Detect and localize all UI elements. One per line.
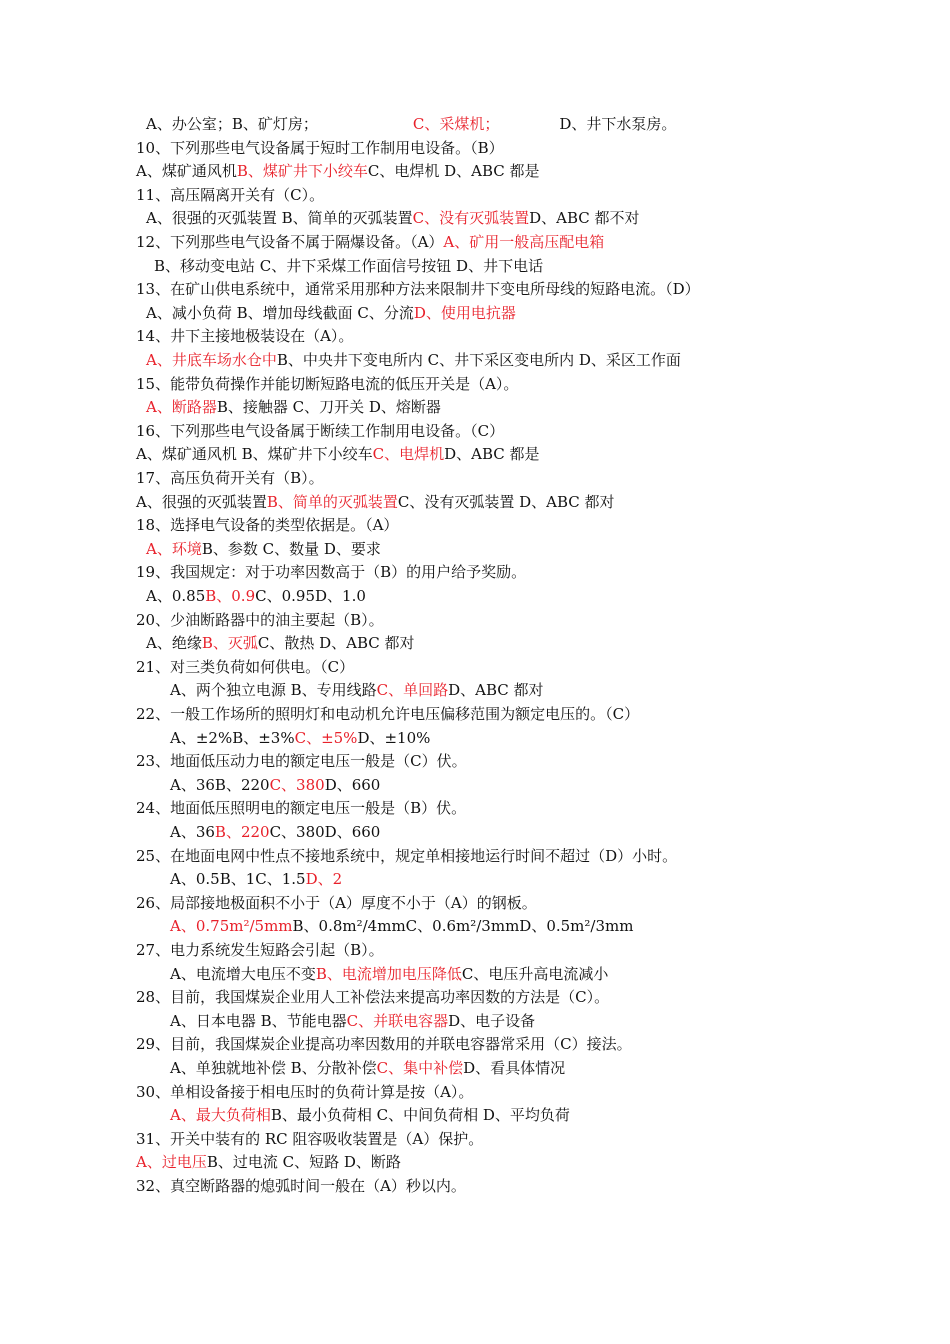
text-line [136, 326, 353, 346]
answer-highlight: A、环境 [146, 539, 202, 558]
text-segment: 17、高压负荷开关有（B）。 [136, 469, 324, 487]
text-segment: 28、目前，我国煤炭企业用人工补偿法来提高功率因数的方法是（C）。 [136, 988, 610, 1007]
text-segment: B、移动变电站 C、井下采煤工作面信号按钮 D、井下电话 [154, 256, 544, 275]
text-line [136, 1129, 483, 1149]
text-segment: 21、对三类负荷如何供电。（C） [136, 657, 355, 676]
text-line [136, 232, 604, 252]
text-segment: A、很强的灭弧装置 [136, 492, 267, 511]
answer-highlight: C、并联电容器 [346, 1011, 449, 1030]
answer-highlight: B、简单的灭弧装置 [266, 492, 398, 511]
text-line [170, 728, 430, 748]
text-line [136, 704, 639, 724]
text-line [136, 161, 540, 181]
text-segment: 24、地面低压照明电的额定电压一般是（B）伏。 [136, 799, 467, 818]
text-line [136, 1152, 401, 1172]
text-line [136, 562, 526, 582]
answer-highlight: A、最大负荷相 [170, 1106, 271, 1125]
text-segment: C、散热 D、ABC 都对 [257, 634, 415, 653]
text-segment: D、看具体情况 [463, 1059, 566, 1077]
text-segment: A、减小负荷 B、增加母线截面 C、分流 [146, 303, 414, 322]
text-segment: B、中央井下变电所内 C、井下采区变电所内 D、采区工作面 [276, 351, 681, 369]
text-segment: A、绝缘 [146, 634, 202, 653]
text-segment: 19、我国规定：对于功率因数高于（B）的用户给予奖励。 [136, 563, 527, 582]
text-segment: 11、高压隔离开关有（C）。 [136, 185, 325, 204]
text-line [146, 350, 681, 370]
text-line [170, 1058, 565, 1078]
text-line [154, 256, 543, 276]
text-line [136, 515, 398, 535]
text-segment: 15、能带负荷操作并能切断短路电流的低压开关是（A）。 [136, 374, 519, 393]
text-segment: D、ABC 都是 [444, 445, 540, 464]
text-line [136, 940, 384, 960]
answer-highlight: B、电流增加电压降低 [315, 964, 462, 983]
answer-highlight: C、采煤机； [412, 115, 500, 133]
answer-highlight: A、矿用一般高压配电箱 [443, 233, 605, 251]
text-segment: A、日本电器 B、节能电器 [170, 1011, 347, 1030]
answer-highlight: C、集中补偿 [376, 1059, 464, 1077]
answer-highlight: B、煤矿井下小绞车 [236, 162, 368, 181]
text-segment: A、煤矿通风机 [136, 162, 237, 181]
text-segment: 23、地面低压动力电的额定电压一般是（C）伏。 [136, 752, 467, 771]
text-line [136, 468, 324, 488]
text-segment: 12、下列那些电气设备不属于隔爆设备。（A） [136, 233, 444, 251]
answer-highlight: A、井底车场水仓中 [146, 351, 277, 369]
text-line [136, 751, 467, 771]
text-segment: D、660 [324, 775, 381, 794]
text-segment: 32、真空断路器的熄弧时间一般在（A）秒以内。 [136, 1177, 466, 1195]
text-line [146, 586, 366, 606]
text-line [170, 1011, 535, 1031]
text-line [136, 893, 537, 913]
text-line [136, 1082, 473, 1102]
text-line [146, 539, 381, 559]
text-line [136, 987, 609, 1007]
text-segment: 10、下列那些电气设备属于短时工作制用电设备。（B） [136, 138, 504, 157]
text-line [146, 303, 516, 323]
text-segment: C、电焊机 D、ABC 都是 [367, 162, 540, 181]
text-segment: 30、单相设备接于相电压时的负荷计算是按（A）。 [136, 1082, 474, 1101]
text-segment: 22、一般工作场所的照明灯和电动机允许电压偏移范围为额定电压的。（C） [136, 705, 640, 723]
text-line [170, 964, 608, 984]
answer-highlight: B、0.9 [205, 587, 256, 605]
text-line [136, 798, 466, 818]
text-line [136, 374, 518, 394]
text-line [146, 114, 676, 134]
text-line [136, 492, 615, 512]
text-segment: D、±10% [357, 728, 431, 747]
text-line [170, 1105, 570, 1125]
text-line [136, 1176, 466, 1196]
text-segment: 31、开关中装有的 RC 阻容吸收装置是（A）保护。 [136, 1129, 484, 1148]
text-line [136, 185, 324, 205]
text-segment: B、0.8m²/4mmC、0.6m²/3mmD、0.5m²/3mm [292, 917, 634, 936]
answer-highlight: B、220 [214, 823, 270, 841]
text-segment: B、最小负荷相 C、中间负荷相 D、平均负荷 [270, 1106, 570, 1125]
text-line [170, 869, 342, 889]
text-segment: C、380D、660 [269, 823, 381, 841]
text-segment: A、单独就地补偿 B、分散补偿 [170, 1059, 377, 1077]
answer-highlight: B、灭弧 [201, 634, 258, 653]
text-line [146, 633, 415, 653]
text-line [136, 1034, 632, 1054]
answer-highlight: C、没有灭弧装置 [412, 209, 530, 228]
text-segment: 14、井下主接地极装设在（A）。 [136, 327, 354, 346]
text-segment: A、电流增大电压不变 [170, 964, 316, 983]
text-segment: 16、下列那些电气设备属于断续工作制用电设备。（C） [136, 421, 505, 440]
text-line [136, 610, 384, 630]
text-line [136, 444, 540, 464]
text-segment: D、ABC 都不对 [529, 209, 640, 228]
answer-highlight: A、0.75m²/5mm [170, 917, 293, 936]
answer-highlight: A、过电压 [136, 1153, 207, 1172]
answer-highlight: C、单回路 [376, 681, 449, 700]
text-segment: B、接触器 C、刀开关 D、熔断器 [216, 398, 441, 417]
text-segment: A、办公室；B、矿灯房； [146, 115, 318, 133]
answer-highlight: C、电焊机 [372, 445, 445, 464]
text-segment: A、36B、220 [170, 775, 270, 794]
text-segment: D、井下水泵房。 [559, 115, 677, 133]
answer-highlight: C、380 [269, 775, 325, 794]
text-line [170, 680, 544, 700]
answer-highlight: C、±5% [294, 728, 358, 747]
text-line [136, 421, 504, 441]
text-line [146, 397, 441, 417]
text-segment: 27、电力系统发生短路会引起（B）。 [136, 941, 384, 959]
text-line [136, 846, 677, 866]
text-segment: 13、在矿山供电系统中，通常采用那种方法来限制井下变电所母线的短路电流。（D） [136, 280, 700, 299]
text-line [170, 916, 633, 936]
answer-highlight: D、2 [305, 870, 343, 889]
text-segment: A、两个独立电源 B、专用线路 [170, 681, 377, 700]
text-segment: B、过电流 C、短路 D、断路 [206, 1153, 401, 1172]
text-segment: A、0.85 [146, 587, 206, 605]
text-segment: 18、选择电气设备的类型依据是。（A） [136, 516, 399, 535]
text-segment: A、0.5B、1C、1.5 [170, 870, 306, 889]
answer-highlight: A、断路器 [146, 398, 217, 417]
text-line [170, 822, 380, 842]
text-segment: 25、在地面电网中性点不接地系统中，规定单相接地运行时间不超过（D）小时。 [136, 846, 678, 865]
text-line [136, 657, 354, 677]
text-segment: 29、目前，我国煤炭企业提高功率因数用的并联电容器常采用（C）接法。 [136, 1035, 632, 1054]
text-segment: A、±2%B、±3% [170, 728, 295, 747]
text-line [170, 775, 380, 795]
text-segment: B、参数 C、数量 D、要求 [201, 539, 381, 558]
answer-highlight: D、使用电抗器 [413, 303, 516, 322]
text-segment: A、煤矿通风机 B、煤矿井下小绞车 [136, 445, 373, 464]
text-segment: D、ABC 都对 [448, 681, 544, 700]
text-segment: C、没有灭弧装置 D、ABC 都对 [397, 492, 615, 511]
text-line [136, 279, 700, 299]
text-line [136, 138, 504, 158]
text-segment: C、0.95D、1.0 [255, 587, 366, 605]
text-segment: A、很强的灭弧装置 B、简单的灭弧装置 [146, 209, 413, 228]
text-line [146, 208, 640, 228]
text-segment: 20、少油断路器中的油主要起（B）。 [136, 610, 384, 629]
text-segment: 26、局部接地极面积不小于（A）厚度不小于（A）的钢板。 [136, 893, 537, 912]
text-segment: D、电子设备 [448, 1011, 536, 1030]
text-segment: A、36 [170, 823, 215, 841]
text-segment: C、电压升高电流减小 [461, 964, 609, 983]
